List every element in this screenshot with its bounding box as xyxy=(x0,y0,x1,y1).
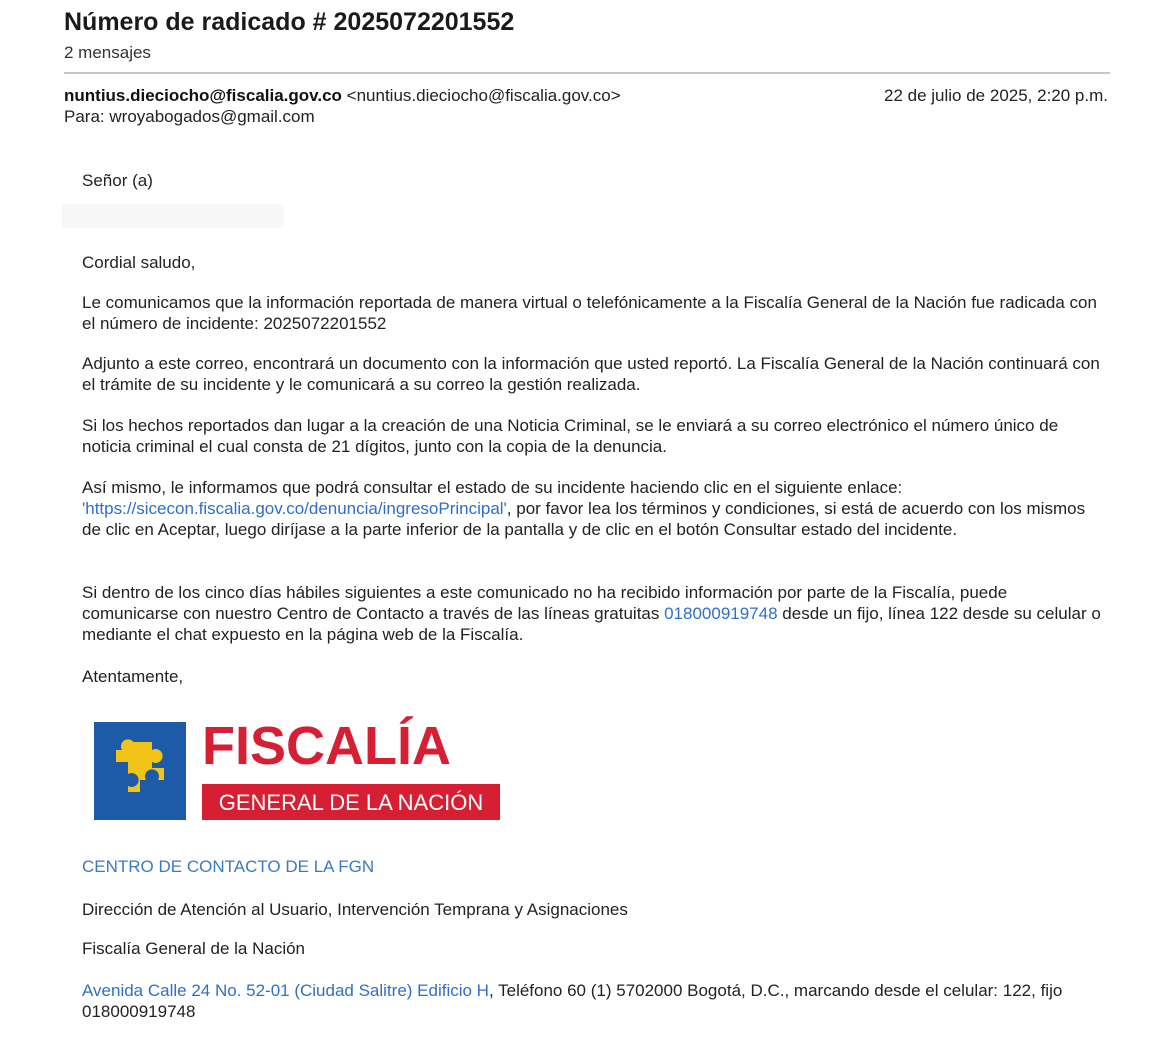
organization: Fiscalía General de la Nación xyxy=(82,939,306,958)
to-address: wroyabogados@gmail.com xyxy=(109,107,315,126)
salutation: Señor (a) xyxy=(82,171,153,190)
paragraph-4 xyxy=(82,477,1102,540)
address-line xyxy=(82,980,1102,1022)
header-divider xyxy=(64,72,1110,74)
paragraph-1: Le comunicamos que la información reportada de manera virtual o telefónicamente a la Fiscalía General de la Nación fue radicada con el número de incidente: 2025072201552 xyxy=(82,293,1097,333)
p4-text-before: Así mismo, le informamos que podrá consultar el estado de su incidente haciendo clic en el siguiente enlace: xyxy=(82,478,903,497)
sender-address: <nuntius.dieciocho@fiscalia.gov.co> xyxy=(346,86,621,105)
email-subject: Número de radicado # 2025072201552 xyxy=(64,8,515,36)
logo-title: FISCALÍA xyxy=(202,716,451,776)
phone-link[interactable]: 018000919748 xyxy=(664,604,778,623)
greeting: Cordial saludo, xyxy=(82,253,196,272)
p5-text-before: Si dentro de los cinco días hábiles siguientes a este comunicado no ha recibido información por parte de la Fiscalía, puede comunicarse con nuestro Centro de Contacto a través de las líneas gratuitas xyxy=(82,583,1008,623)
to-label: Para: xyxy=(64,107,105,126)
fiscalia-logo xyxy=(94,712,504,824)
closing: Atentamente, xyxy=(82,667,184,686)
fiscalia-logo-graphic xyxy=(94,712,504,824)
paragraph-3: Si los hechos reportados dan lugar a la creación de una Noticia Criminal, se le enviará a su correo electrónico el número único de noticia criminal el cual consta de 21 dígitos, junto con la copia de la denuncia. xyxy=(82,416,1059,456)
sender-name: nuntius.dieciocho@fiscalia.gov.co xyxy=(64,86,342,105)
paragraph-2: Adjunto a este correo, encontrará un documento con la información que usted reportó. La Fiscalía General de la Nación continuará con el trámite de su incidente y le comunicará a su correo la gestión realizada. xyxy=(82,354,1100,394)
sender-line xyxy=(64,86,621,106)
p4-text-after: , por favor lea los términos y condiciones, si está de acuerdo con los mismos de clic en Aceptar, luego diríjase a la parte inferior de la pantalla y de clic en el botón Consultar estado del incidente. xyxy=(82,499,1086,539)
department: Dirección de Atención al Usuario, Intervención Temprana y Asignaciones xyxy=(82,900,628,919)
message-count: 2 mensajes xyxy=(64,43,151,62)
address-rest: , Teléfono 60 (1) 5702000 Bogotá, D.C., marcando desde el celular: 122, fijo 018000919748 xyxy=(82,981,1063,1021)
contact-center-link[interactable]: CENTRO DE CONTACTO DE LA FGN xyxy=(82,857,375,876)
recipient-line xyxy=(64,107,315,127)
p5-text-after: desde un fijo, línea 122 desde su celular o mediante el chat expuesto en la página web de la Fiscalía. xyxy=(82,604,1101,644)
address-link[interactable]: Avenida Calle 24 No. 52-01 (Ciudad Salitre) Edificio H xyxy=(82,981,489,1000)
redacted-name xyxy=(62,204,284,228)
paragraph-5 xyxy=(82,582,1102,645)
consult-status-link[interactable]: 'https://sicecon.fiscalia.gov.co/denuncia/ingresoPrincipal' xyxy=(82,499,507,518)
email-date: 22 de julio de 2025, 2:20 p.m. xyxy=(884,86,1108,105)
logo-subtitle: GENERAL DE LA NACIÓN xyxy=(218,790,484,815)
